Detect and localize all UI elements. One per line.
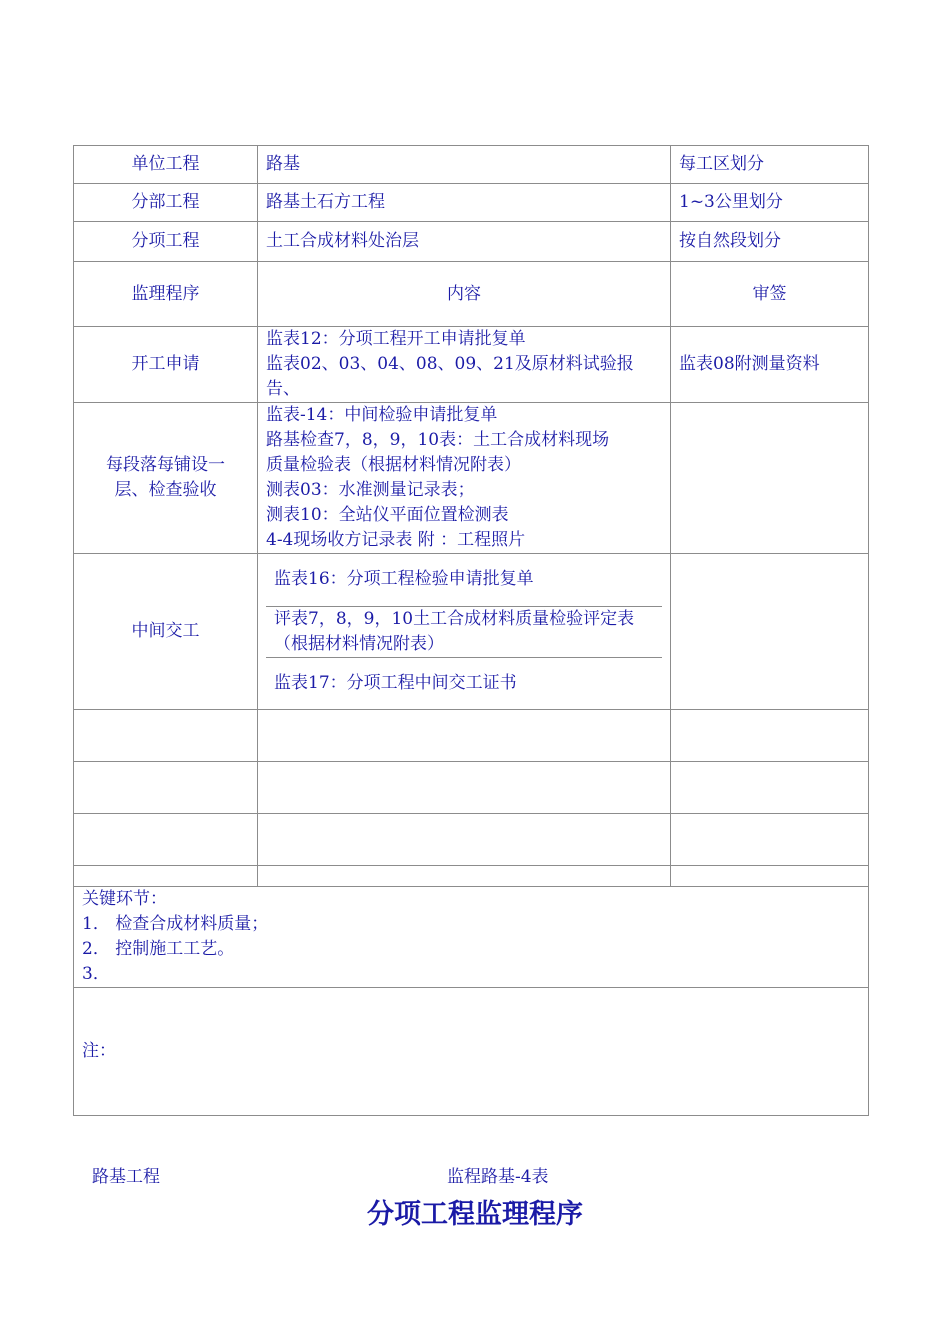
content-line: 监表02、03、04、08、09、21及原材料试验报告、 [266,354,634,399]
header-content: 内容 [258,262,671,327]
table-row-unit [74,146,869,184]
content-line: 监表12：分项工程开工申请批复单 [266,329,526,349]
empty-cell [258,814,671,866]
note-intermediate-handover [671,554,869,710]
footer-project-type: 路基工程 [92,1167,160,1187]
empty-cell [671,814,869,866]
document-title: 分项工程监理程序 [367,1199,583,1230]
header-procedure: 监理程序 [74,262,258,327]
content-line: 4-4现场收方记录表 附 ：工程照片 [266,530,526,550]
empty-cell [258,710,671,762]
table-row-intermediate-handover [74,554,869,710]
content-line: 路基检查7，8，9，10表：土工合成材料现场 [266,430,610,450]
handover-subrow: 评表7，8，9，10土工合成材料质量检验评定表（根据材料情况附表） [266,606,662,657]
value-item-project: 土工合成材料处治层 [258,222,671,262]
table-header-row [74,262,869,327]
label-unit-project: 单位工程 [74,146,258,184]
key-point-item: 1． 检查合成材料质量； [82,914,269,934]
table-row-start-application [74,327,869,403]
notes-title: 注： [82,1041,116,1061]
label-line: 每段落每铺设一 [106,455,225,475]
empty-cell [671,762,869,814]
label-division-project: 分部工程 [74,184,258,222]
note-item-project: 按自然段划分 [671,222,869,262]
label-line: 层、检查验收 [114,480,217,500]
note-layer-inspection [671,403,869,554]
empty-cell [74,814,258,866]
handover-subrow: 监表17：分项工程中间交工证书 [266,657,662,709]
label-item-project: 分项工程 [74,222,258,262]
key-points-title: 关键环节： [82,889,167,909]
table-row-empty [74,814,869,866]
empty-cell [74,866,258,887]
table-row-empty [74,710,869,762]
handover-subrow: 监表16：分项工程检验申请批复单 [274,569,534,590]
content-start-application [258,327,671,403]
notes-row [74,988,869,1116]
key-point-item: 2． 控制施工工艺。 [82,939,235,959]
key-points-cell [74,887,869,988]
table-row-item [74,222,869,262]
empty-cell [74,710,258,762]
handover-subtable [266,554,662,709]
value-division-project: 路基土石方工程 [258,184,671,222]
empty-cell [258,866,671,887]
table-row-layer-inspection [74,403,869,554]
content-intermediate-handover [258,554,671,710]
empty-cell [671,866,869,887]
footer-form-number: 监程路基-4表 [447,1167,549,1187]
content-line: 质量检验表（根据材料情况附表） [266,455,521,475]
key-point-item: 3． [82,964,110,984]
content-line: 测表10：全站仪平面位置检测表 [266,505,509,525]
header-approval: 审签 [671,262,869,327]
content-layer-inspection [258,403,671,554]
content-line: 测表03：水准测量记录表； [266,480,475,500]
note-start-application: 监表08附测量资料 [671,327,869,403]
content-line: 监表-14：中间检验申请批复单 [266,405,498,425]
table-row-empty [74,866,869,887]
note-unit-project: 每工区划分 [671,146,869,184]
value-unit-project: 路基 [258,146,671,184]
label-intermediate-handover: 中间交工 [74,554,258,710]
label-start-application: 开工申请 [74,327,258,403]
note-division-project: 1~3公里划分 [671,184,869,222]
table-row-empty [74,762,869,814]
empty-cell [74,762,258,814]
table-row-division [74,184,869,222]
supervision-procedure-table [73,145,869,1116]
empty-cell [671,710,869,762]
empty-cell [258,762,671,814]
key-points-row [74,887,869,988]
notes-cell [74,988,869,1116]
label-layer-inspection [74,403,258,554]
